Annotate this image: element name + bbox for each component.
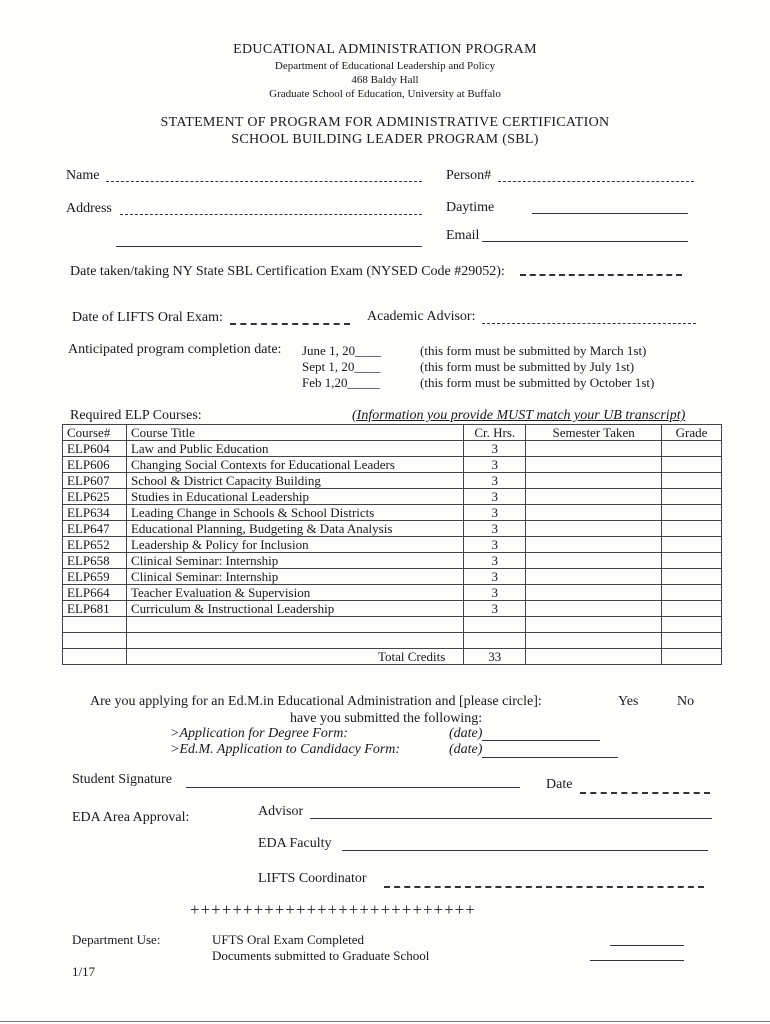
advisor-field[interactable]: [482, 323, 696, 324]
course-title: Educational Planning, Budgeting & Data Analysis: [126, 521, 463, 537]
course-hours: 3: [464, 521, 526, 537]
semester-cell[interactable]: [526, 441, 662, 457]
form-title: STATEMENT OF PROGRAM FOR ADMINISTRATIVE CERTIFICATION: [160, 115, 610, 130]
course-title: Leadership & Policy for Inclusion: [126, 537, 463, 553]
blank-cell: [526, 649, 662, 665]
blank-cell[interactable]: [526, 633, 662, 649]
course-hours: 3: [464, 441, 526, 457]
table-row: [63, 601, 722, 617]
name-field[interactable]: [106, 181, 422, 182]
course-title: Leading Change in Schools & School Districts: [126, 505, 463, 521]
grade-cell[interactable]: [662, 521, 722, 537]
documents-submitted-label: Documents submitted to Graduate School: [212, 948, 430, 963]
col-course-number: Course#: [63, 425, 127, 441]
no-option[interactable]: No: [677, 694, 695, 709]
address-field[interactable]: [120, 214, 422, 215]
scan-edge: [0, 1021, 770, 1022]
lifts-coordinator-label: LIFTS Coordinator: [258, 871, 367, 886]
course-hours: 3: [464, 489, 526, 505]
blank-cell: [63, 649, 127, 665]
course-code: ELP647: [63, 521, 127, 537]
completion-note-feb: (this form must be submitted by October 1st): [420, 375, 655, 390]
semester-cell[interactable]: [526, 473, 662, 489]
degree-form-date-label: (date): [449, 726, 483, 741]
table-row: [63, 537, 722, 553]
person-label: Person#: [446, 168, 492, 183]
daytime-field[interactable]: [532, 213, 688, 214]
blank-cell[interactable]: [526, 617, 662, 633]
email-field[interactable]: [482, 241, 688, 242]
exam-date-field[interactable]: [520, 274, 682, 276]
advisor-label: Academic Advisor:: [367, 309, 476, 324]
courses-table: [62, 424, 722, 665]
course-title: Changing Social Contexts for Educational Leaders: [126, 457, 463, 473]
grade-cell[interactable]: [662, 505, 722, 521]
grade-cell[interactable]: [662, 441, 722, 457]
course-hours: 3: [464, 457, 526, 473]
grade-cell[interactable]: [662, 473, 722, 489]
blank-cell[interactable]: [63, 633, 127, 649]
form-subtitle: SCHOOL BUILDING LEADER PROGRAM (SBL): [231, 132, 539, 147]
eda-faculty-field[interactable]: [342, 850, 708, 851]
yes-option[interactable]: Yes: [618, 694, 639, 709]
semester-cell[interactable]: [526, 585, 662, 601]
email-label: Email: [446, 228, 480, 243]
form-version: 1/17: [72, 964, 96, 979]
course-title: Studies in Educational Leadership: [126, 489, 463, 505]
course-title: Clinical Seminar: Internship: [126, 553, 463, 569]
total-credits-label: Total Credits: [126, 649, 463, 665]
semester-cell[interactable]: [526, 537, 662, 553]
address-label: Address: [66, 201, 112, 216]
course-title: School & District Capacity Building: [126, 473, 463, 489]
blank-cell[interactable]: [662, 633, 722, 649]
course-code: ELP634: [63, 505, 127, 521]
table-row-blank: [63, 633, 722, 649]
col-credit-hours: Cr. Hrs.: [464, 425, 526, 441]
blank-cell[interactable]: [464, 617, 526, 633]
course-code: ELP658: [63, 553, 127, 569]
oral-exam-completed-field[interactable]: [610, 945, 684, 946]
course-code: ELP681: [63, 601, 127, 617]
oral-exam-completed-label: UFTS Oral Exam Completed: [212, 932, 365, 947]
courses-heading: Required ELP Courses:: [70, 408, 202, 423]
course-hours: 3: [464, 585, 526, 601]
col-semester: Semester Taken: [526, 425, 662, 441]
grade-cell[interactable]: [662, 585, 722, 601]
eda-faculty-label: EDA Faculty: [258, 836, 332, 851]
table-row: [63, 505, 722, 521]
school-name: Graduate School of Education, University at Buffalo: [269, 88, 501, 100]
completion-label: Anticipated program completion date:: [68, 342, 282, 357]
name-label: Name: [66, 168, 100, 183]
semester-cell[interactable]: [526, 457, 662, 473]
student-signature-field[interactable]: [186, 787, 520, 788]
candidacy-form-date-label: (date): [449, 742, 483, 757]
approval-advisor-field[interactable]: [310, 818, 712, 819]
exam-label: Date taken/taking NY State SBL Certification Exam (NYSED Code #29052):: [70, 264, 505, 279]
course-hours: 3: [464, 601, 526, 617]
total-row: [63, 649, 722, 665]
course-code: ELP604: [63, 441, 127, 457]
completion-option-june[interactable]: June 1, 20____: [302, 343, 382, 358]
blank-cell[interactable]: [63, 617, 127, 633]
candidacy-form-date-field[interactable]: [482, 757, 618, 758]
student-signature-label: Student Signature: [72, 772, 172, 787]
course-hours: 3: [464, 537, 526, 553]
course-hours: 3: [464, 473, 526, 489]
lifts-coordinator-field[interactable]: [384, 886, 704, 888]
course-hours: 3: [464, 505, 526, 521]
address-line-2[interactable]: [116, 246, 422, 247]
program-title: EDUCATIONAL ADMINISTRATION PROGRAM: [233, 42, 537, 57]
eda-approval-label: EDA Area Approval:: [72, 810, 190, 825]
course-code: ELP664: [63, 585, 127, 601]
daytime-label: Daytime: [446, 200, 495, 215]
approval-advisor-label: Advisor: [258, 804, 304, 819]
completion-note-june: (this form must be submitted by March 1st): [420, 343, 647, 358]
blank-cell[interactable]: [126, 633, 463, 649]
candidacy-form-label: >Ed.M. Application to Candidacy Form:: [170, 742, 401, 757]
grade-cell[interactable]: [662, 537, 722, 553]
transcript-note: (Information you provide MUST match your UB transcript): [352, 408, 686, 423]
course-code: ELP659: [63, 569, 127, 585]
course-code: ELP652: [63, 537, 127, 553]
department-use-label: Department Use:: [72, 932, 161, 947]
completion-option-sept[interactable]: Sept 1, 20____: [302, 359, 381, 374]
grade-cell[interactable]: [662, 457, 722, 473]
semester-cell[interactable]: [526, 553, 662, 569]
department-address: 468 Baldy Hall: [351, 74, 419, 86]
course-title: Teacher Evaluation & Supervision: [126, 585, 463, 601]
table-row: [63, 569, 722, 585]
table-row: [63, 521, 722, 537]
documents-submitted-field[interactable]: [590, 960, 684, 961]
table-row: [63, 473, 722, 489]
grade-cell[interactable]: [662, 489, 722, 505]
semester-cell[interactable]: [526, 489, 662, 505]
course-code: ELP625: [63, 489, 127, 505]
degree-form-label: >Application for Degree Form:: [170, 726, 349, 741]
degree-form-date-field[interactable]: [482, 740, 600, 741]
completion-option-feb[interactable]: Feb 1,20_____: [302, 375, 380, 390]
course-hours: 3: [464, 553, 526, 569]
date-label: Date: [546, 777, 573, 792]
edm-question: Are you applying for an Ed.M.in Educational Administration and [please circle]:: [90, 694, 542, 709]
semester-cell[interactable]: [526, 569, 662, 585]
course-title: Law and Public Education: [126, 441, 463, 457]
semester-cell[interactable]: [526, 521, 662, 537]
signature-date-field[interactable]: [580, 792, 710, 794]
semester-cell[interactable]: [526, 505, 662, 521]
table-row: [63, 457, 722, 473]
course-title: Curriculum & Instructional Leadership: [126, 601, 463, 617]
lifts-label: Date of LIFTS Oral Exam:: [72, 310, 223, 325]
grade-cell[interactable]: [662, 601, 722, 617]
course-code: ELP607: [63, 473, 127, 489]
grade-cell[interactable]: [662, 569, 722, 585]
blank-cell: [662, 649, 722, 665]
table-row: [63, 553, 722, 569]
blank-cell[interactable]: [464, 633, 526, 649]
lifts-date-field[interactable]: [230, 323, 350, 325]
divider-plus-line: +++++++++++++++++++++++++++: [190, 900, 476, 919]
table-row-blank: [63, 617, 722, 633]
blank-cell[interactable]: [126, 617, 463, 633]
blank-cell[interactable]: [662, 617, 722, 633]
course-code: ELP606: [63, 457, 127, 473]
semester-cell[interactable]: [526, 601, 662, 617]
col-grade: Grade: [662, 425, 722, 441]
course-title: Clinical Seminar: Internship: [126, 569, 463, 585]
department-name: Department of Educational Leadership and Policy: [274, 60, 496, 72]
table-row: [63, 585, 722, 601]
table-row: [63, 489, 722, 505]
edm-subquestion: have you submitted the following:: [290, 711, 483, 726]
course-hours: 3: [464, 569, 526, 585]
table-header-row: [63, 425, 722, 441]
completion-note-sept: (this form must be submitted by July 1st): [420, 359, 635, 374]
total-credits-value: 33: [464, 649, 526, 665]
grade-cell[interactable]: [662, 553, 722, 569]
person-field[interactable]: [498, 181, 694, 182]
col-course-title: Course Title: [126, 425, 463, 441]
table-row: [63, 441, 722, 457]
